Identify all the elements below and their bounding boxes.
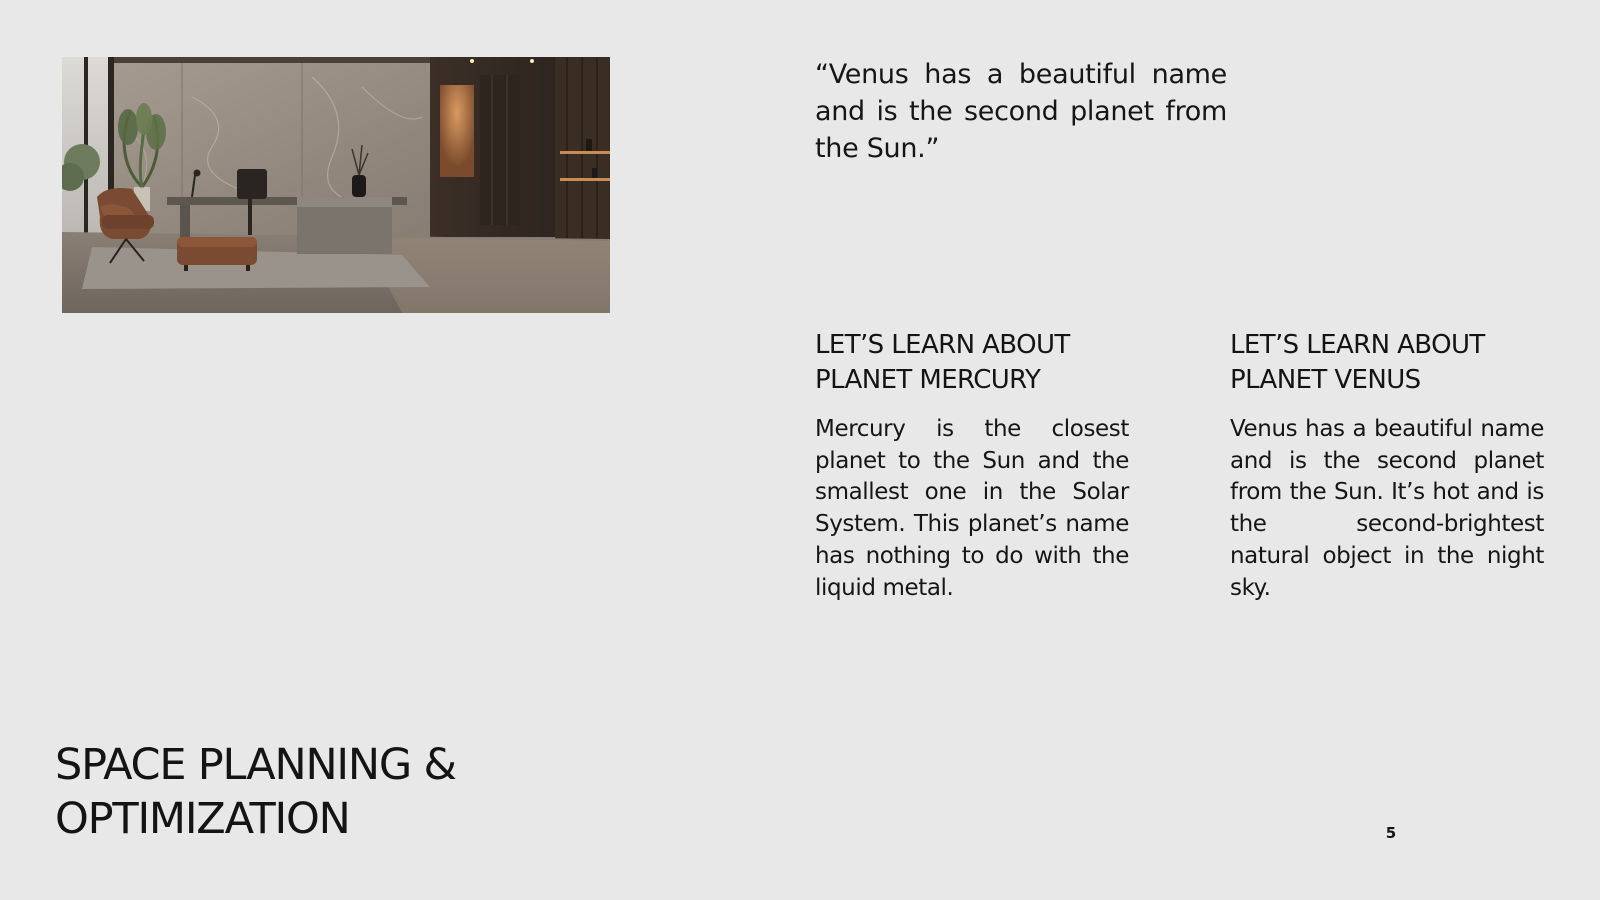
venus-heading-line2: PLANET VENUS — [1230, 365, 1421, 395]
mercury-heading-line1: LET’S LEARN ABOUT — [815, 330, 1070, 360]
slide-title-line1: SPACE PLANNING & — [55, 740, 456, 790]
mercury-info-column — [815, 328, 1129, 604]
venus-info-column — [1230, 328, 1544, 604]
quote-text: “Venus has a beautiful name and is the second planet from the Sun.” — [815, 59, 1227, 164]
interior-photo — [62, 57, 610, 313]
page-number: 5 — [1385, 824, 1397, 842]
venus-body: Venus has a beautiful name and is the second planet from the Sun. It’s hot and is the second-brightest natural object in the night sky. — [1230, 416, 1544, 601]
venus-heading-line1: LET’S LEARN ABOUT — [1230, 330, 1485, 360]
mercury-heading-line2: PLANET MERCURY — [815, 365, 1041, 395]
mercury-body: Mercury is the closest planet to the Sun and the smallest one in the Solar System. This planet’s name has nothing to do with the liquid metal. — [815, 416, 1129, 601]
slide-title-line2: OPTIMIZATION — [55, 794, 350, 844]
mercury-heading — [815, 328, 1129, 398]
venus-heading — [1230, 328, 1544, 398]
interior-photo-illustration — [62, 57, 610, 313]
slide-title — [55, 738, 615, 846]
